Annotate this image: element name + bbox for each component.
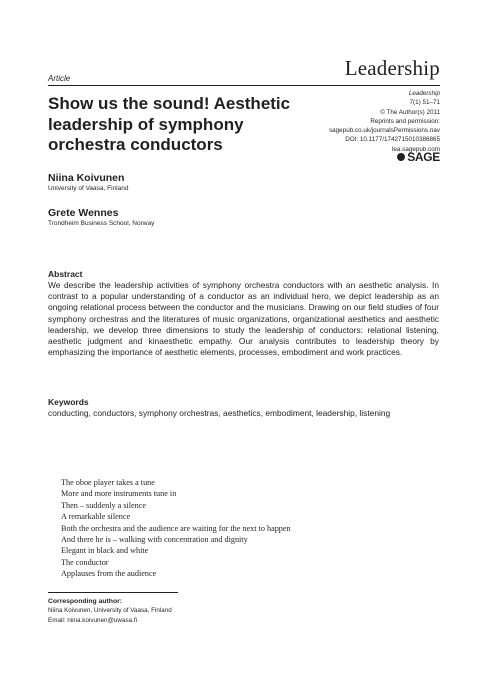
author-name: Niina Koivunen xyxy=(48,172,125,184)
abstract-heading: Abstract xyxy=(48,269,83,279)
article-title: Show us the sound! Aesthetic leadership of symphony orchestra conductors xyxy=(48,94,291,154)
poem-line: Both the orchestra and the audience are waiting for the next to happen xyxy=(61,523,291,533)
meta-volume: 7(1) 51–71 xyxy=(409,99,440,107)
poem-line: Applauses from the audience xyxy=(61,569,157,579)
journal-name: Leadership xyxy=(344,56,440,80)
publication-meta xyxy=(329,89,440,154)
poem-line: And there he is – walking with concentration and dignity xyxy=(61,535,248,545)
publisher-name: SAGE xyxy=(407,150,440,164)
header-divider xyxy=(48,85,440,86)
meta-reprints: Reprints and permission: xyxy=(370,117,440,125)
author-affiliation: University of Vaasa, Finland xyxy=(48,185,129,192)
correspondence-heading: Corresponding author: xyxy=(48,598,123,605)
author-affiliation: Trondheim Business School, Norway xyxy=(48,220,155,227)
meta-doi[interactable]: DOI: 10.1177/1742715010386865 xyxy=(345,136,440,144)
sage-mark-icon xyxy=(397,153,405,161)
author-name: Grete Wennes xyxy=(48,207,119,219)
correspondence-email[interactable]: Email: niina.koivunen@uwasa.fi xyxy=(48,617,137,624)
poem-line: More and more instruments tune in xyxy=(61,489,177,499)
epigraph-poem xyxy=(61,477,291,580)
poem-line: Then – suddenly a silence xyxy=(61,500,147,510)
meta-website[interactable]: lea.sagepub.com xyxy=(392,145,440,153)
abstract-text: We describe the leadership activities of symphony orchestra conductors with an aesthetic analysis. In contrast to a popular understanding of a conductor as an individual hero, we depict leadership as an ongoing relational process between the conductor and the musicians. Drawing on our field studies of four symphony orchestras and the literatures of music organizations, organizational aesthetics and aesthetic leadership, we develop three dimensions to study the leadership of conductors: relational listening, aesthetic judgment and kinaesthetic empathy. Our analysis contributes to leadership theory by emphasizing the importance of aesthetic elements, processes, embodiment and work practices. xyxy=(48,280,439,358)
keywords-text: conducting, conductors, symphony orchestras, aesthetics, embodiment, leadership, listening xyxy=(48,408,391,418)
poem-line: A remarkable silence xyxy=(61,512,131,522)
meta-journal: Leadership xyxy=(408,90,440,97)
footnote-divider xyxy=(48,592,178,593)
sage-logo xyxy=(397,150,440,164)
poem-line: The conductor xyxy=(61,557,109,567)
poem-line: Elegant in black and white xyxy=(61,546,149,556)
article-type-label: Article xyxy=(48,74,71,83)
meta-permissions-link[interactable]: sagepub.co.uk/journalsPermissions.nav xyxy=(329,127,440,135)
correspondence-address: Niina Koivunen, University of Vaasa, Finland xyxy=(48,607,172,614)
meta-copyright: © The Author(s) 2011 xyxy=(380,108,440,116)
keywords-heading: Keywords xyxy=(48,397,89,407)
poem-line: The oboe player takes a tune xyxy=(61,478,155,487)
